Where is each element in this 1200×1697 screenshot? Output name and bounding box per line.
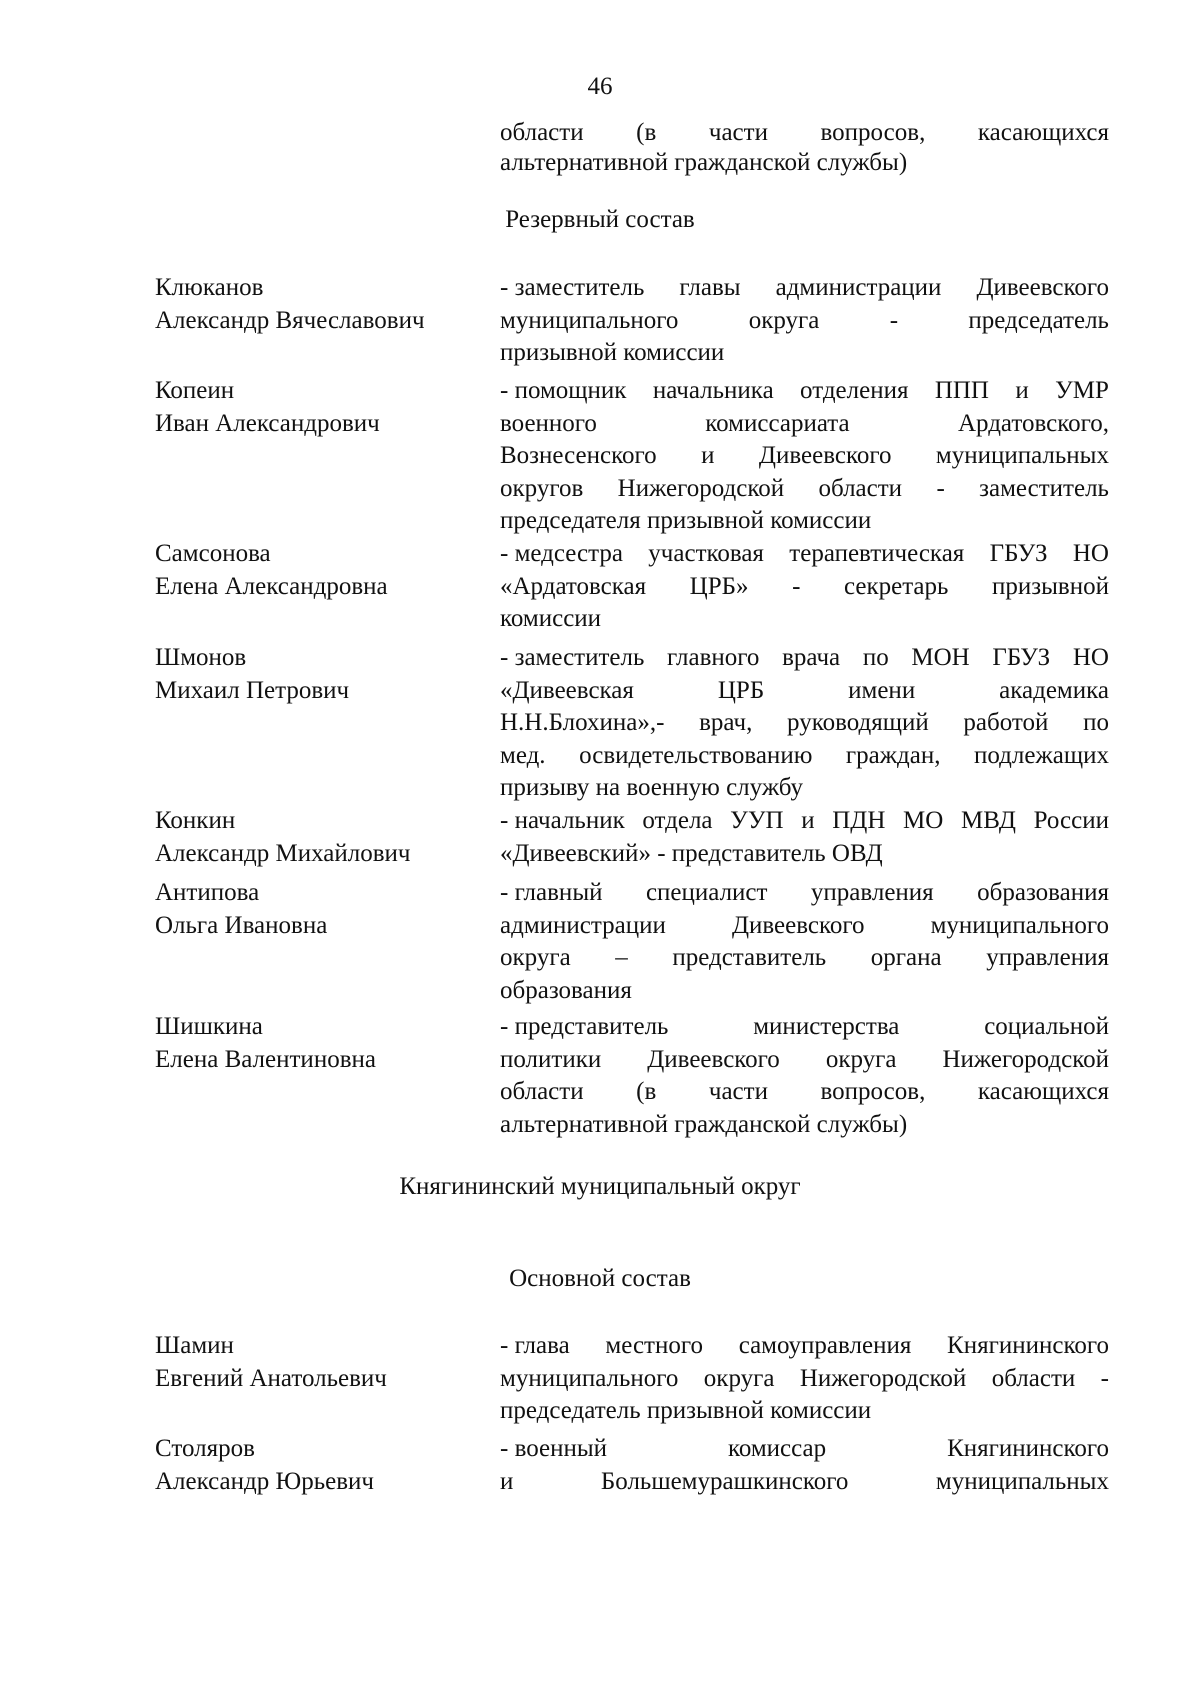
member-surname: Конкин — [155, 807, 236, 834]
word: Княгининского — [947, 1435, 1109, 1462]
reserve-heading: Резервный состав — [505, 206, 695, 233]
word: Большемурашкинского — [600, 1467, 849, 1495]
word: (в — [636, 119, 657, 146]
word: ГБУЗ — [992, 644, 1051, 671]
word: подлежащих — [974, 741, 1109, 769]
member-role — [500, 805, 1109, 870]
text-line — [500, 440, 1109, 473]
page-number: 46 — [587, 73, 613, 100]
word: МО — [903, 807, 944, 834]
word: – — [615, 944, 628, 971]
word: самоуправления — [738, 1332, 912, 1359]
word: освидетельствованию — [579, 741, 813, 769]
word: области — [818, 474, 903, 502]
member-given-names: Михаил Петрович — [155, 676, 350, 704]
word: - — [936, 474, 945, 502]
member-name — [155, 877, 485, 942]
word: вопросов, — [820, 119, 926, 146]
word: части — [708, 1078, 768, 1105]
word: вопросов, — [820, 1078, 926, 1105]
word: администрации — [775, 274, 942, 301]
text-line: образования — [500, 976, 632, 1004]
word: - заместитель — [500, 274, 645, 301]
member-surname: Самсонова — [155, 540, 271, 567]
word: - заместитель — [500, 644, 645, 671]
word: (в — [636, 1078, 657, 1105]
member-surname: Столяров — [155, 1435, 255, 1462]
member-surname: Антипова — [155, 879, 260, 906]
word: Дивеевского — [731, 911, 865, 939]
member-surname: Шамин — [155, 1332, 234, 1359]
member-name — [155, 642, 485, 707]
word: - начальник — [500, 807, 625, 834]
word: области — [991, 1364, 1076, 1392]
text-line — [500, 571, 1109, 604]
word: - — [792, 572, 801, 600]
word: и — [1015, 377, 1029, 404]
word: главного — [667, 644, 760, 671]
word: «Ардатовская — [500, 572, 647, 600]
text-line — [500, 942, 1109, 975]
word: ЦРБ» — [689, 572, 749, 600]
word: ЦРБ — [717, 676, 765, 704]
word: Вознесенского — [500, 442, 657, 469]
member-name — [155, 538, 485, 603]
word: председатель — [968, 306, 1109, 334]
member-given-names: Ольга Ивановна — [155, 911, 328, 939]
word: и — [701, 442, 715, 469]
text-line — [500, 877, 1109, 910]
word: врача — [782, 644, 841, 671]
word: врач, — [699, 709, 753, 736]
word: социальной — [984, 1013, 1109, 1040]
word: - военный — [500, 1435, 608, 1462]
word: - глава — [500, 1332, 570, 1359]
member-role — [500, 1433, 1109, 1498]
word: «Дивеевская — [500, 676, 634, 704]
text-line: «Дивеевский» - представитель ОВД — [500, 839, 883, 867]
word: секретарь — [843, 572, 949, 600]
member-surname: Клюканов — [155, 274, 264, 301]
member-given-names: Елена Валентиновна — [155, 1045, 376, 1073]
member-role — [500, 272, 1109, 370]
word: НО — [1072, 540, 1109, 567]
text-line — [500, 375, 1109, 408]
text-line — [500, 1466, 1109, 1499]
word: - — [1100, 1364, 1109, 1392]
word: главы — [679, 274, 741, 301]
word: политики — [500, 1045, 602, 1073]
word: управления — [810, 879, 934, 906]
text-line — [500, 305, 1109, 338]
text-line — [500, 1330, 1109, 1363]
word: органа — [870, 944, 942, 971]
word: работой — [963, 709, 1049, 736]
member-given-names: Елена Александровна — [155, 572, 388, 600]
word: Н.Н.Блохина»,- — [500, 709, 665, 736]
member-given-names: Евгений Анатольевич — [155, 1364, 387, 1392]
word: управления — [986, 944, 1109, 971]
word: и — [801, 807, 815, 834]
text-line — [500, 408, 1109, 441]
member-role — [500, 1011, 1109, 1141]
district-heading: Княгининский муниципальный округ — [399, 1173, 801, 1200]
text-line — [500, 272, 1109, 305]
word: ПДН — [832, 807, 886, 834]
word: ППП — [934, 377, 989, 404]
word: имени — [848, 676, 916, 704]
word: мед. — [500, 741, 546, 769]
text-line: председатель призывной комиссии — [500, 1397, 872, 1424]
word: представитель — [672, 944, 827, 971]
member-role — [500, 538, 1109, 636]
word: касающихся — [977, 119, 1109, 146]
word: - главный — [500, 879, 603, 906]
word: муниципального — [500, 1364, 679, 1392]
member-role — [500, 877, 1109, 1007]
word: касающихся — [977, 1078, 1109, 1105]
text-line — [500, 1433, 1109, 1466]
word: Дивеевского — [976, 274, 1109, 301]
word: округа — [500, 944, 571, 971]
member-name — [155, 375, 485, 440]
word: академика — [999, 676, 1109, 704]
member-surname: Шмонов — [155, 644, 247, 671]
text-line: альтернативной гражданской службы) — [500, 149, 908, 176]
word: - — [889, 306, 899, 334]
continuation-text — [500, 118, 1109, 178]
member-role — [500, 642, 1109, 805]
text-line — [500, 1363, 1109, 1396]
member-name — [155, 1330, 485, 1395]
word: округов — [500, 474, 584, 502]
member-given-names: Иван Александрович — [155, 409, 380, 437]
word: округа — [748, 306, 820, 334]
word: муниципальных — [935, 442, 1109, 469]
text-line — [500, 1011, 1109, 1044]
word: области — [500, 119, 584, 146]
text-line — [500, 642, 1109, 675]
word: комиссариата — [705, 409, 850, 437]
text-line — [500, 118, 1109, 148]
member-role — [500, 375, 1109, 538]
word: НО — [1072, 644, 1109, 671]
word: местного — [605, 1332, 703, 1359]
word: образования — [977, 879, 1109, 906]
member-name — [155, 272, 485, 337]
word: области — [500, 1078, 584, 1105]
word: ГБУЗ — [989, 540, 1048, 567]
word: МОН — [911, 644, 970, 671]
word: УМР — [1055, 377, 1109, 404]
text-line — [500, 1044, 1109, 1077]
word: Нижегородской — [799, 1364, 967, 1392]
word: УУП — [730, 807, 784, 834]
text-line — [500, 707, 1109, 740]
text-line — [500, 740, 1109, 773]
word: Нижегородской — [942, 1045, 1109, 1073]
member-surname: Копеин — [155, 377, 235, 404]
word: части — [708, 119, 768, 146]
word: отделения — [800, 377, 909, 404]
member-name — [155, 1011, 485, 1076]
word: Дивеевского — [647, 1045, 780, 1073]
word: округа — [703, 1364, 775, 1392]
member-given-names: Александр Михайлович — [155, 839, 411, 867]
text-line: альтернативной гражданской службы) — [500, 1110, 908, 1138]
text-line — [500, 538, 1109, 571]
word: участковая — [648, 540, 764, 567]
word: по — [862, 644, 889, 671]
word: администрации — [500, 911, 666, 939]
text-line — [500, 675, 1109, 708]
member-name — [155, 805, 485, 870]
word: - медсестра — [500, 540, 623, 567]
member-role — [500, 1330, 1109, 1428]
word: граждан, — [845, 741, 941, 769]
word: заместитель — [979, 474, 1109, 502]
word: муниципального — [930, 911, 1109, 939]
word: Дивеевского — [758, 442, 892, 469]
member-given-names: Александр Юрьевич — [155, 1467, 374, 1495]
word: Ардатовского, — [957, 409, 1109, 437]
member-given-names: Александр Вячеславович — [155, 306, 425, 334]
main-heading: Основной состав — [509, 1265, 691, 1292]
word: комиссар — [727, 1435, 827, 1462]
text-line — [500, 1076, 1109, 1109]
text-line — [500, 805, 1109, 838]
word: призывной — [991, 572, 1109, 600]
word: России — [1033, 807, 1109, 834]
word: специалист — [645, 879, 768, 906]
word: министерства — [753, 1013, 900, 1040]
word: терапевтическая — [789, 540, 965, 567]
word: начальника — [652, 377, 774, 404]
word: руководящий — [787, 709, 929, 736]
word: МВД — [960, 807, 1016, 834]
word: Княгининского — [947, 1332, 1109, 1359]
word: отдела — [642, 807, 713, 834]
text-line: призывной комиссии — [500, 339, 725, 366]
word: Нижегородской — [617, 474, 785, 502]
word: округа — [825, 1045, 897, 1073]
text-line: призыву на военную службу — [500, 774, 804, 801]
word: - представитель — [500, 1013, 669, 1040]
text-line: председателя призывной комиссии — [500, 507, 872, 534]
member-surname: Шишкина — [155, 1013, 263, 1040]
word: военного — [500, 409, 597, 437]
word: и — [500, 1467, 514, 1495]
text-line — [500, 473, 1109, 506]
text-line: комиссии — [500, 605, 602, 632]
text-line — [500, 910, 1109, 943]
word: муниципального — [500, 306, 679, 334]
word: по — [1083, 709, 1109, 736]
member-name — [155, 1433, 485, 1498]
word: - помощник — [500, 377, 627, 404]
word: муниципальных — [935, 1467, 1109, 1495]
